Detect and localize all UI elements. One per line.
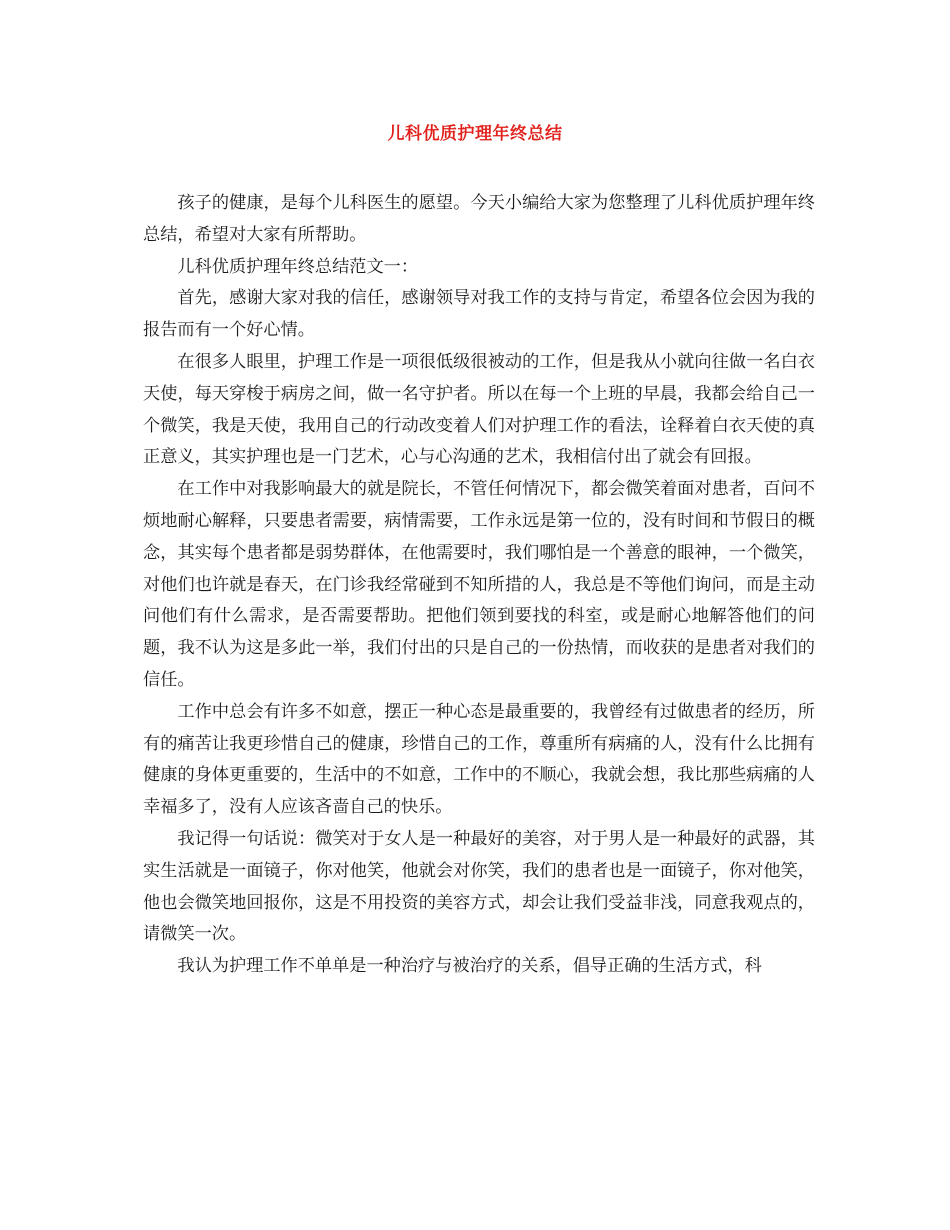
paragraph-angel: 在很多人眼里，护理工作是一项很低级很被动的工作，但是我从小就向往做一名白衣天使，每天穿梭于病房之间，做一名守护者。所以在每一个上班的早晨，我都会给自己一个微笑，我是天使，我用自己的行动改变着人们对护理工作的看法，诠释着白衣天使的真正意义，其实护理也是一门艺术，心与心沟通的艺术，我相信付出了就会有回报。 <box>143 351 815 468</box>
paragraph-director: 在工作中对我影响最大的就是院长，不管任何情况下，都会微笑着面对患者，百问不烦地耐心解释，只要患者需要，病情需要，工作永远是第一位的，没有时间和节假日的概念，其实每个患者都是弱势群体，在他需要时，我们哪怕是一个善意的眼神，一个微笑，对他们也许就是春天，在门诊我经常碰到不知所措的人，我总是不等他们询问，而是主动问他们有什么需求，是否需要帮助。把他们领到要找的科室，或是耐心地解答他们的问题，我不认为这是多此一举，我们付出的只是自己的一份热情，而收获的是患者对我们的信任。 <box>143 479 815 690</box>
paragraph-section-heading: 儿科优质护理年终总结范文一： <box>177 256 419 277</box>
paragraph-thanks: 首先，感谢大家对我的信任，感谢领导对我工作的支持与肯定，希望各位会因为我的报告而有一个好心情。 <box>143 288 815 341</box>
paragraph-nursing: 我认为护理工作不单单是一种治疗与被治疗的关系，倡导正确的生活方式，科 <box>177 956 762 977</box>
document-body <box>143 188 815 983</box>
paragraph-smile: 我记得一句话说：微笑对于女人是一种最好的美容，对于男人是一种最好的武器，其实生活就是一面镜子，你对他笑，他就会对你笑，我们的患者也是一面镜子，你对他笑，他也会微笑地回报你，这是不用投资的美容方式，却会让我们受益非浅，同意我观点的，请微笑一次。 <box>143 828 815 945</box>
paragraph-intro: 孩子的健康，是每个儿科医生的愿望。今天小编给大家为您整理了儿科优质护理年终总结，希望对大家有所帮助。 <box>143 193 815 245</box>
document-title: 儿科优质护理年终总结 <box>387 124 563 144</box>
paragraph-attitude: 工作中总会有许多不如意，摆正一种心态是最重要的，我曾经有过做患者的经历，所有的痛苦让我更珍惜自己的健康，珍惜自己的工作，尊重所有病痛的人，没有什么比拥有健康的身体更重要的，生活中的不如意，工作中的不顺心，我就会想，我比那些病痛的人幸福多了，没有人应该吝啬自己的快乐。 <box>143 701 815 818</box>
